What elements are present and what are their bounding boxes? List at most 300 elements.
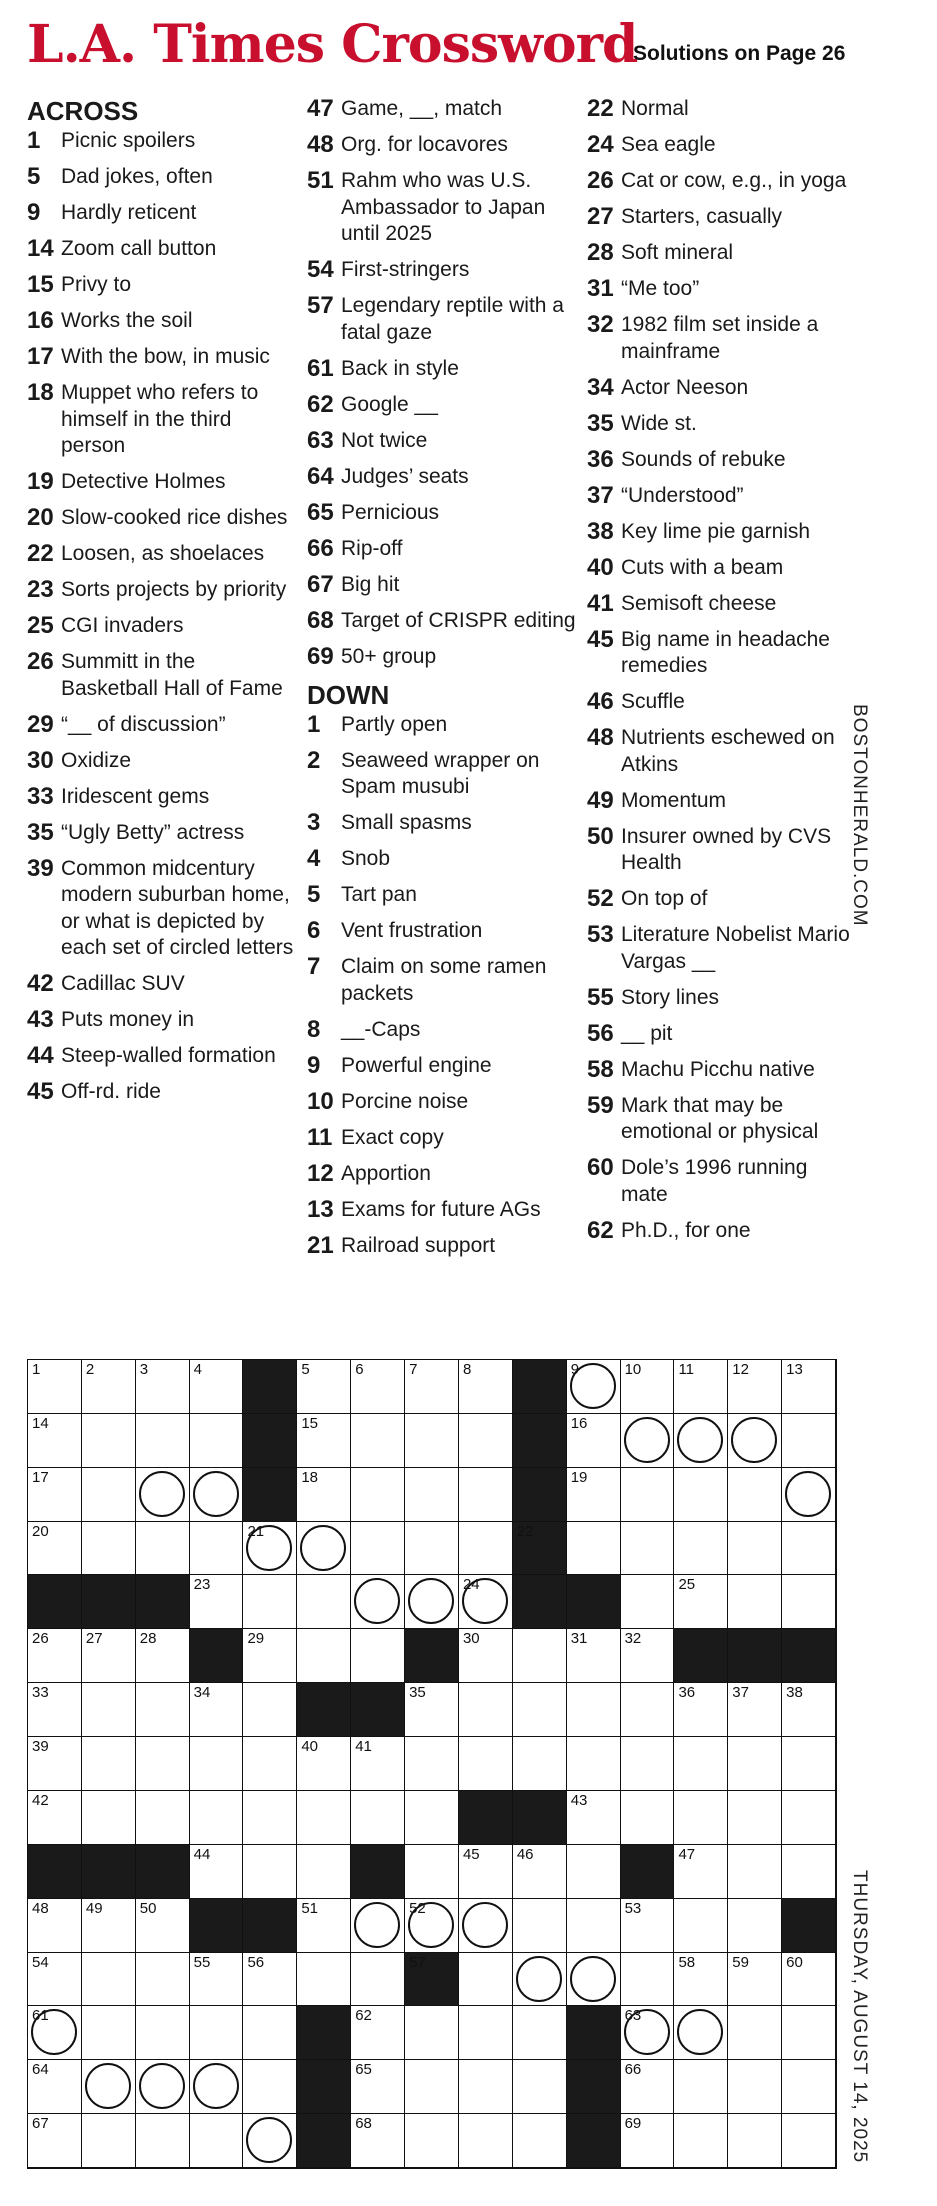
grid-cell[interactable] <box>567 1791 622 1846</box>
clue-number: 51 <box>307 167 334 194</box>
clue-item <box>27 712 297 739</box>
clue-text: Exact copy <box>341 1125 444 1149</box>
grid-cell[interactable] <box>82 1899 137 1954</box>
grid-cell[interactable] <box>243 1683 298 1738</box>
grid-cell[interactable] <box>728 1899 783 1954</box>
clue-item <box>307 1053 577 1080</box>
grid-cell[interactable] <box>459 2060 514 2115</box>
clue-text: Seaweed wrapper on Spam musubi <box>341 748 540 798</box>
clue-text: Partly open <box>341 712 448 736</box>
grid-block <box>513 1360 568 1415</box>
clue-item <box>307 464 577 491</box>
cell-number: 61 <box>32 2007 49 2025</box>
grid-cell[interactable] <box>243 1953 298 2008</box>
grid-cell[interactable] <box>782 2114 837 2169</box>
grid-cell[interactable] <box>728 2006 783 2061</box>
clue-item <box>587 1021 857 1048</box>
grid-cell[interactable] <box>405 1468 460 1523</box>
grid-cell[interactable] <box>136 2060 191 2115</box>
grid-cell[interactable] <box>82 1414 137 1469</box>
grid-cell[interactable] <box>621 1629 676 1684</box>
page-title: L.A. Times Crossword <box>27 14 638 75</box>
grid-cell[interactable] <box>513 2060 568 2115</box>
clue-number: 45 <box>587 625 614 653</box>
grid-cell[interactable] <box>82 1953 137 2008</box>
grid-cell[interactable] <box>136 1791 191 1846</box>
clue-item <box>307 846 577 873</box>
grid-cell[interactable] <box>621 1791 676 1846</box>
grid-cell[interactable] <box>190 1360 245 1415</box>
grid-cell[interactable] <box>567 1953 622 2008</box>
clue-number: 50 <box>587 822 614 850</box>
grid-cell[interactable] <box>621 2060 676 2115</box>
grid-block <box>190 1899 245 1954</box>
grid-cell[interactable] <box>351 1468 406 1523</box>
clue-item <box>27 577 297 604</box>
grid-cell[interactable] <box>243 2006 298 2061</box>
grid-cell[interactable] <box>82 1791 137 1846</box>
grid-cell[interactable] <box>621 1522 676 1577</box>
grid-block <box>351 1683 406 1738</box>
grid-cell[interactable] <box>297 1629 352 1684</box>
grid-cell[interactable] <box>351 1953 406 2008</box>
grid-cell[interactable] <box>190 1845 245 1900</box>
clue-number: 29 <box>27 710 54 738</box>
clue-number: 59 <box>587 1091 614 1119</box>
grid-cell[interactable] <box>513 2114 568 2169</box>
grid-cell[interactable] <box>351 1522 406 1577</box>
grid-cell[interactable] <box>567 1899 622 1954</box>
grid-cell[interactable] <box>782 1575 837 1630</box>
grid-cell[interactable] <box>674 1683 729 1738</box>
grid-cell[interactable] <box>728 1522 783 1577</box>
grid-cell[interactable] <box>728 1683 783 1738</box>
clue-text: Oxidize <box>61 748 132 772</box>
grid-cell[interactable] <box>82 1468 137 1523</box>
across-heading: ACROSS <box>27 96 139 126</box>
grid-cell[interactable] <box>782 1953 837 2008</box>
clue-text: __ pit <box>621 1021 673 1045</box>
cell-number: 49 <box>85 1899 103 1917</box>
cell-number: 58 <box>678 1953 696 1971</box>
grid-block <box>405 1953 460 2008</box>
grid-cell[interactable] <box>567 1845 622 1900</box>
grid-cell[interactable] <box>459 1899 514 1954</box>
grid-cell[interactable] <box>136 1414 191 1469</box>
grid-cell[interactable] <box>674 1791 729 1846</box>
grid-cell[interactable] <box>28 2114 83 2169</box>
grid-cell[interactable] <box>567 1522 622 1577</box>
grid-cell[interactable] <box>297 1360 352 1415</box>
grid-cell[interactable] <box>136 2114 191 2169</box>
grid-cell[interactable] <box>190 1737 245 1792</box>
grid-cell[interactable] <box>459 1845 514 1900</box>
grid-cell[interactable] <box>728 1737 783 1792</box>
circle-marker <box>300 1525 346 1571</box>
grid-cell[interactable] <box>351 1737 406 1792</box>
grid-cell[interactable] <box>567 1629 622 1684</box>
grid-cell[interactable] <box>459 1953 514 2008</box>
grid-cell[interactable] <box>28 1791 83 1846</box>
grid-cell[interactable] <box>513 1953 568 2008</box>
grid-cell[interactable] <box>674 1360 729 1415</box>
grid-cell[interactable] <box>28 1683 83 1738</box>
grid-block <box>782 1629 837 1684</box>
grid-cell[interactable] <box>674 2060 729 2115</box>
grid-cell[interactable] <box>459 1575 514 1630</box>
grid-cell[interactable] <box>190 2060 245 2115</box>
grid-cell[interactable] <box>243 1845 298 1900</box>
clue-number: 11 <box>307 1123 333 1151</box>
grid-cell[interactable] <box>351 1414 406 1469</box>
grid-cell[interactable] <box>28 1360 83 1415</box>
clue-text: Actor Neeson <box>621 375 749 399</box>
grid-block <box>136 1845 191 1900</box>
grid-cell[interactable] <box>136 1360 191 1415</box>
grid-cell[interactable] <box>351 2114 406 2169</box>
grid-block <box>243 1468 298 1523</box>
grid-cell[interactable] <box>297 1575 352 1630</box>
grid-cell[interactable] <box>782 2060 837 2115</box>
grid-cell[interactable] <box>674 1899 729 1954</box>
clue-text: Summitt in the Basketball Hall of Fame <box>61 650 283 700</box>
clue-item <box>587 375 857 402</box>
grid-cell[interactable] <box>28 2060 83 2115</box>
grid-cell[interactable] <box>567 1360 622 1415</box>
grid-cell[interactable] <box>243 1791 298 1846</box>
clue-number: 32 <box>587 311 614 338</box>
clue-item <box>307 1125 577 1152</box>
grid-cell[interactable] <box>782 1683 837 1738</box>
grid-cell[interactable] <box>405 1899 460 1954</box>
grid-block <box>82 1575 137 1630</box>
grid-cell[interactable] <box>513 1683 568 1738</box>
clue-number: 25 <box>27 612 54 639</box>
grid-cell[interactable] <box>621 1575 676 1630</box>
cell-number: 56 <box>247 1953 265 1971</box>
cell-number: 69 <box>624 2115 642 2133</box>
cell-number: 62 <box>355 2007 372 2025</box>
grid-cell[interactable] <box>82 2060 137 2115</box>
clue-item <box>27 649 297 702</box>
clue-item <box>307 572 577 599</box>
clue-text: Big name in headache remedies <box>621 627 830 677</box>
grid-cell[interactable] <box>621 2006 676 2061</box>
grid-cell[interactable] <box>782 1791 837 1846</box>
grid-cell[interactable] <box>190 1522 245 1577</box>
clue-number: 28 <box>587 239 614 266</box>
grid-block <box>136 1575 191 1630</box>
clue-number: 7 <box>307 953 321 980</box>
grid-cell[interactable] <box>136 1468 191 1523</box>
clue-number: 42 <box>27 970 54 997</box>
grid-cell[interactable] <box>82 2114 137 2169</box>
grid-block <box>243 1899 298 1954</box>
grid-cell[interactable] <box>674 2114 729 2169</box>
grid-cell[interactable] <box>405 1575 460 1630</box>
grid-cell[interactable] <box>728 1414 783 1469</box>
grid-cell[interactable] <box>621 1953 676 2008</box>
clue-number: 5 <box>307 881 321 908</box>
grid-cell[interactable] <box>243 1575 298 1630</box>
grid-cell[interactable] <box>621 1468 676 1523</box>
grid-cell[interactable] <box>728 1468 783 1523</box>
grid-cell[interactable] <box>82 2006 137 2061</box>
grid-cell[interactable] <box>513 1899 568 1954</box>
grid-cell[interactable] <box>459 2006 514 2061</box>
clue-item <box>587 555 857 582</box>
cell-number: 14 <box>32 1414 49 1432</box>
grid-cell[interactable] <box>82 1737 137 1792</box>
grid-cell[interactable] <box>82 1522 137 1577</box>
clue-number: 26 <box>587 167 614 194</box>
grid-cell[interactable] <box>351 1629 406 1684</box>
grid-cell[interactable] <box>405 2114 460 2169</box>
grid-cell[interactable] <box>621 1737 676 1792</box>
grid-cell[interactable] <box>351 1360 406 1415</box>
grid-cell[interactable] <box>28 1522 83 1577</box>
grid-cell[interactable] <box>243 1629 298 1684</box>
down-heading: DOWN <box>307 679 390 710</box>
clue-text: Sounds of rebuke <box>621 447 786 471</box>
grid-cell[interactable] <box>405 1791 460 1846</box>
clue-text: Dad jokes, often <box>61 165 213 188</box>
grid-block <box>513 1414 568 1469</box>
clue-text: Claim on some ramen packets <box>341 955 547 1005</box>
grid-cell[interactable] <box>28 1414 83 1469</box>
grid-cell[interactable] <box>136 1737 191 1792</box>
clue-text: Steep-walled formation <box>61 1044 276 1067</box>
grid-cell[interactable] <box>28 1953 83 2008</box>
grid-cell[interactable] <box>297 1522 352 1577</box>
circle-marker <box>85 2063 131 2109</box>
clue-text: Muppet who refers to himself in the third person <box>61 381 259 457</box>
cell-number: 48 <box>32 1899 49 1917</box>
grid-cell[interactable] <box>674 1953 729 2008</box>
grid-cell[interactable] <box>190 1953 245 2008</box>
grid-cell[interactable] <box>728 2114 783 2169</box>
clue-item <box>307 918 577 945</box>
clue-item <box>587 725 857 778</box>
grid-cell[interactable] <box>459 1522 514 1577</box>
clue-item <box>27 748 297 775</box>
grid-cell[interactable] <box>405 1522 460 1577</box>
grid-cell[interactable] <box>82 1360 137 1415</box>
grid-cell[interactable] <box>621 1360 676 1415</box>
cell-number: 60 <box>786 1953 803 1971</box>
cell-number: 42 <box>32 1791 49 1809</box>
clue-item <box>27 820 297 847</box>
grid-cell[interactable] <box>405 2060 460 2115</box>
grid-cell[interactable] <box>674 1522 729 1577</box>
cell-number: 51 <box>301 1899 319 1917</box>
grid-cell[interactable] <box>136 1522 191 1577</box>
clue-text: Off-rd. ride <box>61 1080 161 1103</box>
grid-cell[interactable] <box>190 1468 245 1523</box>
grid-cell[interactable] <box>243 2060 298 2115</box>
grid-cell[interactable] <box>459 1683 514 1738</box>
clue-text: Exams for future AGs <box>341 1197 541 1221</box>
clue-number: 20 <box>27 504 54 531</box>
grid-cell[interactable] <box>136 1629 191 1684</box>
grid-cell[interactable] <box>621 2114 676 2169</box>
cell-number: 6 <box>355 1361 364 1378</box>
grid-cell[interactable] <box>728 1791 783 1846</box>
grid-cell[interactable] <box>351 1791 406 1846</box>
clue-item <box>27 344 297 371</box>
grid-cell[interactable] <box>621 1414 676 1469</box>
grid-cell[interactable] <box>190 1575 245 1630</box>
grid-cell[interactable] <box>782 1845 837 1900</box>
grid-cell[interactable] <box>405 1360 460 1415</box>
grid-cell[interactable] <box>28 1468 83 1523</box>
issue-date: THURSDAY, AUGUST 14, 2025 <box>849 1870 870 2164</box>
grid-cell[interactable] <box>136 1683 191 1738</box>
grid-cell[interactable] <box>459 1629 514 1684</box>
grid-cell[interactable] <box>190 1791 245 1846</box>
grid-cell[interactable] <box>136 1953 191 2008</box>
grid-cell[interactable] <box>136 1899 191 1954</box>
clue-item <box>27 784 297 811</box>
grid-cell[interactable] <box>297 1845 352 1900</box>
clue-text: Zoom call button <box>61 237 217 260</box>
clue-item <box>307 954 577 1007</box>
grid-cell[interactable] <box>674 1575 729 1630</box>
grid-cell[interactable] <box>782 2006 837 2061</box>
grid-cell[interactable] <box>674 1468 729 1523</box>
clue-item <box>307 356 577 383</box>
grid-cell[interactable] <box>351 1899 406 1954</box>
clue-item <box>27 505 297 532</box>
grid-cell[interactable] <box>728 1953 783 2008</box>
cell-number: 55 <box>193 1953 211 1971</box>
grid-cell[interactable] <box>621 1683 676 1738</box>
grid-cell[interactable] <box>459 1414 514 1469</box>
circle-marker <box>624 1417 670 1463</box>
clue-text: Big hit <box>341 572 400 596</box>
clue-item <box>587 411 857 438</box>
grid-cell[interactable] <box>782 1737 837 1792</box>
cell-number: 67 <box>32 2115 49 2133</box>
clue-number: 3 <box>307 809 321 836</box>
grid-cell[interactable] <box>297 1468 352 1523</box>
site-url: BOSTONHERALD.COM <box>849 704 870 927</box>
cell-number: 41 <box>355 1738 372 1756</box>
grid-cell[interactable] <box>243 2114 298 2169</box>
clue-text: Hardly reticent <box>61 201 197 224</box>
clue-item <box>307 712 577 739</box>
grid-cell[interactable] <box>405 1845 460 1900</box>
grid-cell[interactable] <box>782 1468 837 1523</box>
grid-cell[interactable] <box>567 1737 622 1792</box>
grid-cell[interactable] <box>405 1737 460 1792</box>
grid-cell[interactable] <box>297 1737 352 1792</box>
clue-text: Rahm who was U.S. Ambassador to Japan until 2025 <box>341 169 546 245</box>
grid-cell[interactable] <box>28 2006 83 2061</box>
clue-text: __-Caps <box>341 1017 421 1041</box>
grid-cell[interactable] <box>243 1522 298 1577</box>
grid-cell[interactable] <box>513 1737 568 1792</box>
grid-cell[interactable] <box>567 1414 622 1469</box>
grid-cell[interactable] <box>674 1845 729 1900</box>
clue-text: Insurer owned by CVS Health <box>621 824 832 874</box>
clue-number: 57 <box>307 292 334 319</box>
grid-cell[interactable] <box>405 1414 460 1469</box>
grid-cell[interactable] <box>297 1791 352 1846</box>
grid-cell[interactable] <box>136 2006 191 2061</box>
grid-cell[interactable] <box>82 1683 137 1738</box>
grid-cell[interactable] <box>782 1360 837 1415</box>
clue-number: 56 <box>587 1019 614 1047</box>
grid-cell[interactable] <box>728 1845 783 1900</box>
grid-cell[interactable] <box>459 2114 514 2169</box>
grid-cell[interactable] <box>513 1845 568 1900</box>
grid-cell[interactable] <box>459 1737 514 1792</box>
grid-cell[interactable] <box>459 1360 514 1415</box>
grid-cell[interactable] <box>567 1683 622 1738</box>
grid-cell[interactable] <box>405 1683 460 1738</box>
clue-text: Not twice <box>341 428 428 452</box>
grid-cell[interactable] <box>459 1468 514 1523</box>
grid-cell[interactable] <box>728 1575 783 1630</box>
grid-cell[interactable] <box>782 1522 837 1577</box>
cell-number: 11 <box>678 1361 695 1378</box>
grid-cell[interactable] <box>297 1899 352 1954</box>
grid-cell[interactable] <box>351 1575 406 1630</box>
grid-cell[interactable] <box>28 1899 83 1954</box>
grid-cell[interactable] <box>243 1737 298 1792</box>
clue-number: 27 <box>587 203 614 230</box>
clue-number: 34 <box>587 373 614 401</box>
cell-number: 53 <box>624 1899 642 1917</box>
grid-cell[interactable] <box>405 2006 460 2061</box>
clue-number: 65 <box>307 498 334 526</box>
grid-cell[interactable] <box>674 2006 729 2061</box>
grid-cell[interactable] <box>297 1953 352 2008</box>
grid-cell[interactable] <box>190 2114 245 2169</box>
grid-cell[interactable] <box>728 1360 783 1415</box>
clue-text: Legendary reptile with a fatal gaze <box>341 294 564 344</box>
clue-text: “__ of discussion” <box>61 712 226 736</box>
grid-cell[interactable] <box>190 2006 245 2061</box>
grid-cell[interactable] <box>513 1629 568 1684</box>
clue-item <box>307 810 577 837</box>
grid-cell[interactable] <box>28 1737 83 1792</box>
cell-number: 43 <box>570 1791 588 1809</box>
grid-cell[interactable] <box>190 1683 245 1738</box>
clue-item <box>27 200 297 227</box>
clue-text: CGI invaders <box>61 614 184 637</box>
grid-cell[interactable] <box>674 1737 729 1792</box>
grid-cell[interactable] <box>513 2006 568 2061</box>
grid-cell[interactable] <box>782 1414 837 1469</box>
grid-cell[interactable] <box>351 2006 406 2061</box>
clue-item <box>307 293 577 346</box>
grid-cell[interactable] <box>621 1899 676 1954</box>
grid-cell[interactable] <box>728 2060 783 2115</box>
grid-cell[interactable] <box>190 1414 245 1469</box>
grid-cell[interactable] <box>28 1629 83 1684</box>
grid-cell[interactable] <box>82 1629 137 1684</box>
grid-cell[interactable] <box>297 1414 352 1469</box>
clue-text: Powerful engine <box>341 1053 492 1077</box>
grid-cell[interactable] <box>567 1468 622 1523</box>
clue-item <box>587 312 857 365</box>
grid-cell[interactable] <box>674 1414 729 1469</box>
grid-cell[interactable] <box>351 2060 406 2115</box>
clue-item <box>587 276 857 303</box>
clue-text: Rip-off <box>341 536 403 560</box>
